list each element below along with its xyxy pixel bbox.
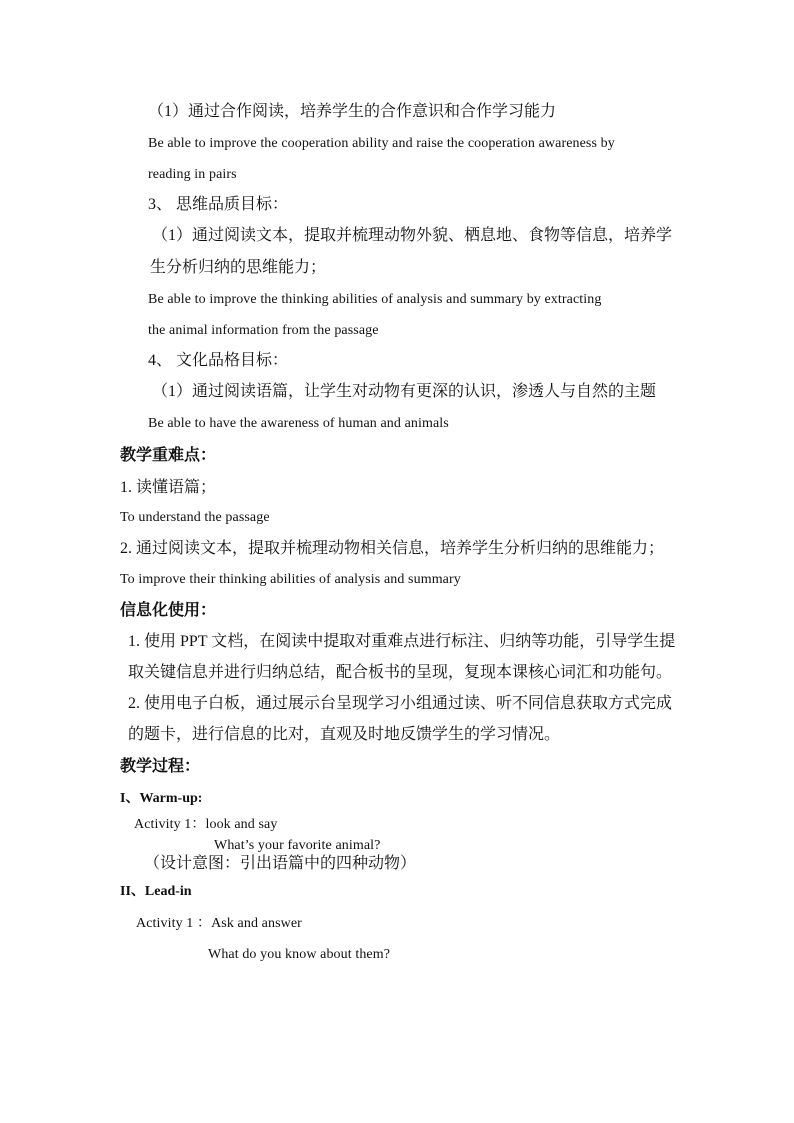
key-point-2-en: To improve their thinking abilities of analysis and summary [120,572,461,587]
it-use-2-line1: 2. 使用电子白板，通过展示台呈现学习小组通过读、听不同信息获取方式完成 [128,695,673,712]
leadin-title: II、Lead-in [120,884,192,899]
thinking-quality-heading: 3、 思维品质目标： [148,196,289,213]
warmup-question: What’s your favorite animal? [214,838,381,853]
cooperation-objective-en-line2: reading in pairs [148,167,237,182]
culture-quality-heading: 4、 文化品格目标： [148,352,289,369]
warmup-activity: Activity 1：look and say [134,817,278,832]
leadin-question: What do you know about them? [208,947,391,962]
key-point-1-cn: 1. 读懂语篇； [120,479,217,496]
cooperation-objective-en-line1: Be able to improve the cooperation ability and raise the cooperation awareness by [148,136,615,151]
it-use-2-line2: 的题卡，进行信息的比对，直观及时地反馈学生的学习情况。 [128,726,561,743]
thinking-objective-en-line2: the animal information from the passage [148,323,379,338]
thinking-objective-cn-line1: （1）通过阅读文本，提取并梳理动物外貌、栖息地、食物等信息，培养学 [152,227,673,244]
it-use-1-line1: 1. 使用 PPT 文档，在阅读中提取对重难点进行标注、归纳等功能，引导学生提 [128,633,676,650]
leadin-activity: Activity 1 ：Ask and answer [136,916,302,931]
it-use-heading: 信息化使用： [120,602,217,619]
teaching-process-heading: 教学过程： [120,758,201,775]
thinking-objective-cn-line2: 生分析归纳的思维能力； [150,259,327,276]
culture-objective-cn: （1）通过阅读语篇，让学生对动物有更深的认识，渗透人与自然的主题 [152,383,657,400]
key-point-2-cn: 2. 通过阅读文本，提取并梳理动物相关信息，培养学生分析归纳的思维能力； [120,540,665,557]
thinking-objective-en-line1: Be able to improve the thinking abilities of analysis and summary by extracting [148,292,602,307]
warmup-design-note: （设计意图：引出语篇中的四种动物） [144,855,417,872]
cooperation-objective-cn: （1）通过合作阅读，培养学生的合作意识和合作学习能力 [148,103,557,120]
culture-objective-en: Be able to have the awareness of human and animals [148,416,449,431]
key-points-heading: 教学重难点： [120,447,217,464]
key-point-1-en: To understand the passage [120,510,270,525]
warmup-title: I、Warm-up: [120,791,203,806]
it-use-1-line2: 取关键信息并进行归纳总结，配合板书的呈现，复现本课核心词汇和功能句。 [128,664,673,681]
